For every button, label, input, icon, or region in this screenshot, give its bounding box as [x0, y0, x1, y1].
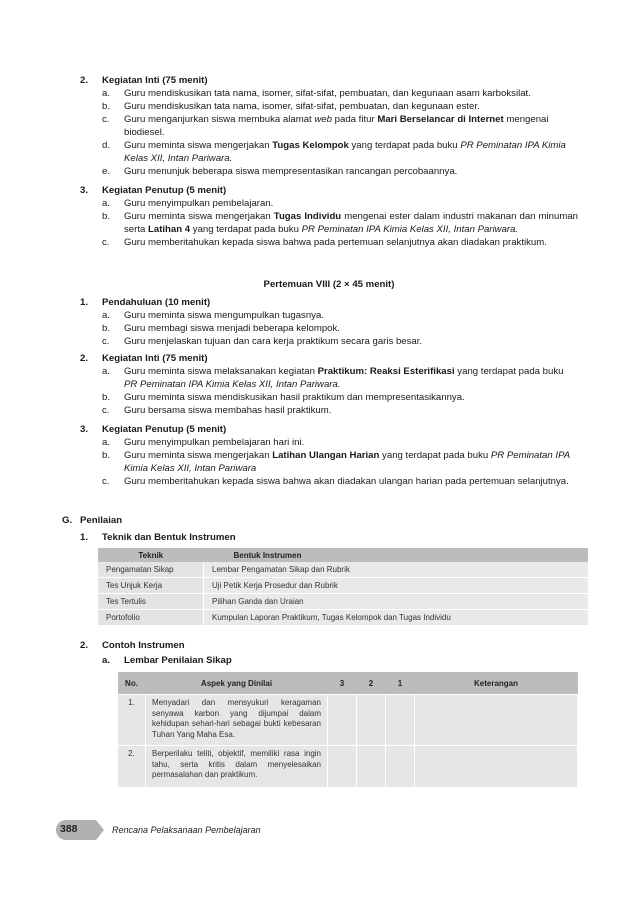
- section-kegiatan-penutup-2: [80, 423, 578, 488]
- instrument-table: [98, 548, 588, 626]
- list-item: d. Guru meminta siswa mengerjakan Tugas Kelompok yang terdapat pada buku PR Peminatan IPA Kimia Kelas XII, Intan Pariwara.: [102, 140, 566, 164]
- table-row: [98, 578, 588, 594]
- list-item: c. Guru menganjurkan siswa membuka alamat web pada fitur Mari Berselancar di Internet mengenai biodiesel.: [102, 114, 549, 138]
- list-item: b. Guru meminta siswa mengerjakan Latihan Ulangan Harian yang terdapat pada buku PR Peminatan IPA Kimia Kelas XII, Intan Pariwara: [102, 450, 570, 474]
- table-cell: 2.: [118, 746, 146, 788]
- score-cell: [328, 746, 357, 788]
- section-number: 1.: [80, 297, 89, 308]
- page-number-arrow: [96, 820, 104, 840]
- subsection-lembar-sikap: [102, 654, 402, 667]
- list-item: a. Guru meminta siswa melaksanakan kegiatan Praktikum: Reaksi Esterifikasi yang terdapat pada buku PR Peminatan IPA Kimia Kelas XII, Intan Pariwara.: [102, 366, 564, 390]
- section-letter: G.: [62, 515, 73, 526]
- subsection-teknik: [80, 531, 380, 544]
- meeting-title: Pertemuan VIII (2 × 45 menit): [263, 279, 395, 290]
- table-cell: Berperilaku teliti, objektif, memiliki rasa ingin tahu, serta kritis dalam menyelesaikan permasalahan dan praktikum.: [146, 746, 328, 788]
- table-cell: Pilihan Ganda dan Uraian: [204, 594, 589, 610]
- list-item: c. Guru memberitahukan kepada siswa bahwa akan diadakan ulangan harian pada pertemuan selanjutnya.: [102, 476, 569, 487]
- table-cell: 1.: [118, 695, 146, 746]
- table-cell: Portofolio: [98, 610, 204, 626]
- table-row: [98, 562, 588, 578]
- list-item: a. Guru menyimpulkan pembelajaran hari ini.: [102, 437, 305, 448]
- table-cell: Tes Tertulis: [98, 594, 204, 610]
- list-item: b. Guru mendiskusikan tata nama, isomer, sifat-sifat, pembuatan, dan kegunaan ester.: [102, 101, 480, 112]
- footer-title: Rencana Pelaksanaan Pembelajaran: [112, 825, 261, 835]
- table-header: Aspek yang Dinilai: [146, 672, 328, 695]
- score-cell: [357, 695, 386, 746]
- table-header: 1: [386, 672, 415, 695]
- subsection-number: 1.: [80, 532, 89, 543]
- item-title: Lembar Penilaian Sikap: [124, 655, 232, 666]
- section-title: Kegiatan Penutup (5 menit): [102, 424, 227, 435]
- list-item: a. Guru mendiskusikan tata nama, isomer, sifat-sifat, pembuatan, dan kegunaan asam karboksilat.: [102, 88, 531, 99]
- section-kegiatan-penutup-1: [80, 184, 578, 249]
- table-header: Teknik: [98, 548, 204, 562]
- list-item: c. Guru memberitahukan kepada siswa bahwa pada pertemuan selanjutnya akan diadakan praktikum.: [102, 237, 547, 248]
- section-number: 3.: [80, 185, 89, 196]
- penilaian-heading: [62, 514, 362, 527]
- list-item: b. Guru membagi siswa menjadi beberapa kelompok.: [102, 323, 340, 334]
- section-kegiatan-inti-1: [80, 74, 578, 178]
- table-cell: Kumpulan Laporan Praktikum, Tugas Kelompok dan Tugas Individu: [204, 610, 589, 626]
- page-number: 388: [60, 823, 78, 835]
- list-item: e. Guru menunjuk beberapa siswa mempresentasikan rancangan percobaannya.: [102, 166, 458, 177]
- table-header: 3: [328, 672, 357, 695]
- subsection-title: Teknik dan Bentuk Instrumen: [102, 532, 236, 543]
- remarks-cell: [415, 695, 578, 746]
- table-header: Keterangan: [415, 672, 578, 695]
- section-number: 3.: [80, 424, 89, 435]
- table-row: [98, 594, 588, 610]
- section-title: Kegiatan Inti (75 menit): [102, 75, 208, 86]
- table-cell: Menyadari dan mensyukuri keragaman senyawa karbon yang dijumpai dalam kehidupan sehari-hari sebagai bukti kebesaran Tuhan Yang Maha Esa.: [146, 695, 328, 746]
- section-title: Pendahuluan (10 menit): [102, 297, 211, 308]
- table-cell: Tes Unjuk Kerja: [98, 578, 204, 594]
- table-cell: Pengamatan Sikap: [98, 562, 204, 578]
- score-cell: [386, 695, 415, 746]
- section-title: Penilaian: [80, 515, 123, 526]
- table-header: No.: [118, 672, 146, 695]
- attitude-assessment-table: [117, 672, 578, 788]
- table-cell: Uji Petik Kerja Prosedur dan Rubrik: [204, 578, 589, 594]
- table-row: [98, 610, 588, 626]
- list-item: b. Guru meminta siswa mengerjakan Tugas Individu mengenai ester dalam industri makanan dan minuman serta Latihan 4 yang terdapat pada buku PR Peminatan IPA Kimia Kelas XII, Intan Pariwara.: [102, 211, 578, 235]
- remarks-cell: [415, 746, 578, 788]
- section-title: Kegiatan Inti (75 menit): [102, 353, 208, 364]
- item-letter: a.: [102, 655, 111, 666]
- list-item: b. Guru meminta siswa mendiskusikan hasil praktikum dan mempresentasikannya.: [102, 392, 465, 403]
- section-title: Kegiatan Penutup (5 menit): [102, 185, 227, 196]
- subsection-title: Contoh Instrumen: [102, 640, 185, 651]
- list-item: c. Guru bersama siswa membahas hasil praktikum.: [102, 405, 332, 416]
- subsection-contoh: [80, 639, 380, 652]
- table-row: [118, 695, 578, 746]
- list-item: a. Guru meminta siswa mengumpulkan tugasnya.: [102, 310, 324, 321]
- table-row: [118, 746, 578, 788]
- section-pendahuluan: [80, 296, 578, 348]
- score-cell: [386, 746, 415, 788]
- list-item: a. Guru menyimpulkan pembelajaran.: [102, 198, 274, 209]
- table-header: Bentuk Instrumen: [204, 548, 589, 562]
- table-header: 2: [357, 672, 386, 695]
- score-cell: [357, 746, 386, 788]
- section-number: 2.: [80, 353, 89, 364]
- subsection-number: 2.: [80, 640, 89, 651]
- table-cell: Lembar Pengamatan Sikap dan Rubrik: [204, 562, 589, 578]
- score-cell: [328, 695, 357, 746]
- list-item: c. Guru menjelaskan tujuan dan cara kerja praktikum secara garis besar.: [102, 336, 423, 347]
- section-kegiatan-inti-2: [80, 352, 578, 417]
- section-number: 2.: [80, 75, 89, 86]
